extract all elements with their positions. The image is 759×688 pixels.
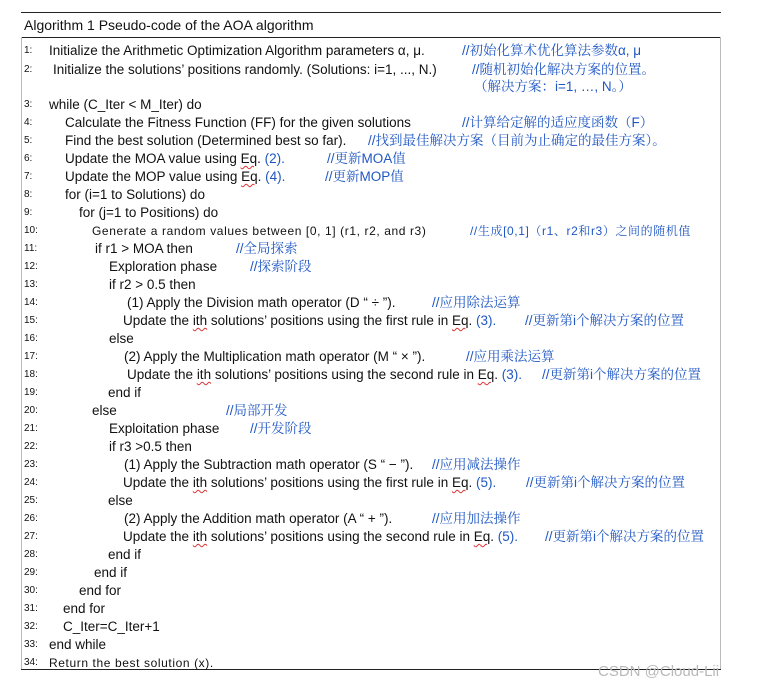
- algorithm-line: [0, 420, 759, 438]
- line-number: 34:: [24, 657, 38, 668]
- line-number: 24:: [24, 477, 38, 488]
- line-code: Update the ith solutions’ positions using the first rule in Eq. (3).: [123, 313, 497, 328]
- line-number: 6:: [24, 153, 33, 164]
- algorithm-line: [0, 474, 759, 492]
- line-number: 2:: [24, 64, 33, 75]
- algorithm-line: [0, 528, 759, 546]
- line-number: 5:: [24, 135, 33, 146]
- line-code: Exploitation phase: [109, 421, 220, 436]
- watermark: CSDN @Cloud-Lii: [598, 663, 720, 680]
- line-comment: //找到最佳解决方案（目前为止确定的最佳方案）。: [368, 133, 666, 148]
- line-comment: //初始化算术优化算法参数α, μ: [462, 43, 642, 58]
- line-code: Update the MOA value using Eq. (2).: [65, 151, 285, 166]
- line-number: 25:: [24, 495, 38, 506]
- line-number: 20:: [24, 405, 38, 416]
- line-comment: //应用加法操作: [432, 511, 521, 526]
- algorithm-line: [0, 61, 759, 79]
- line-comment: //更新第i个解决方案的位置: [542, 367, 702, 382]
- line-code: Return the best solution (x).: [49, 656, 214, 670]
- algorithm-line: [0, 78, 759, 96]
- line-number: 17:: [24, 351, 38, 362]
- line-comment: （解决方案：i=1, …, N。）: [474, 79, 632, 94]
- line-code: else: [108, 493, 133, 508]
- line-number: 27:: [24, 531, 38, 542]
- line-code: Initialize the solutions’ positions randomly. (Solutions: i=1, ..., N.): [53, 62, 437, 77]
- algorithm-line: [0, 582, 759, 600]
- algorithm-line: [0, 600, 759, 618]
- line-code: if r2 > 0.5 then: [109, 277, 196, 292]
- line-comment: //全局探索: [236, 241, 298, 256]
- line-code: Update the MOP value using Eq. (4).: [65, 169, 286, 184]
- line-code: (2) Apply the Multiplication math operator (M “ × ”).: [124, 349, 426, 364]
- algorithm-line: [0, 510, 759, 528]
- line-code: (1) Apply the Subtraction math operator (S “ − ”).: [124, 457, 414, 472]
- line-code: Initialize the Arithmetic Optimization Algorithm parameters α, μ.: [49, 43, 425, 58]
- algorithm-line: [0, 348, 759, 366]
- line-code: for (j=1 to Positions) do: [79, 205, 219, 220]
- line-code: while (C_Iter < M_Iter) do: [49, 97, 202, 112]
- line-comment: //更新MOA值: [327, 151, 406, 166]
- algorithm-line: [0, 258, 759, 276]
- algorithm-line: [0, 456, 759, 474]
- line-number: 29:: [24, 567, 38, 578]
- line-number: 26:: [24, 513, 38, 524]
- line-code: for (i=1 to Solutions) do: [65, 187, 205, 202]
- line-comment: //探索阶段: [250, 259, 312, 274]
- line-comment: //更新第i个解决方案的位置: [526, 475, 686, 490]
- line-code: else: [109, 331, 134, 346]
- line-number: 14:: [24, 297, 38, 308]
- table-header-rule: [21, 37, 721, 38]
- line-comment: //应用减法操作: [432, 457, 521, 472]
- line-number: 13:: [24, 279, 38, 290]
- algorithm-line: [0, 402, 759, 420]
- line-comment: //应用乘法运算: [466, 349, 555, 364]
- line-number: 1:: [24, 45, 33, 56]
- line-number: 7:: [24, 171, 33, 182]
- line-code: end while: [49, 637, 107, 652]
- algorithm-line: [0, 618, 759, 636]
- line-number: 11:: [24, 243, 38, 254]
- line-code: end if: [94, 565, 128, 580]
- line-comment: //生成[0,1]（r1、r2和r3）之间的随机值: [470, 224, 692, 238]
- algorithm-line: [0, 276, 759, 294]
- line-code: if r1 > MOA then: [95, 241, 193, 256]
- line-code: Update the ith solutions’ positions using the second rule in Eq. (5).: [123, 529, 519, 544]
- line-comment: //更新第i个解决方案的位置: [545, 529, 705, 544]
- algorithm-line: [0, 132, 759, 150]
- line-code: if r3 >0.5 then: [109, 439, 192, 454]
- line-comment: //更新第i个解决方案的位置: [525, 313, 685, 328]
- line-number: 30:: [24, 585, 38, 596]
- line-code: end if: [108, 385, 142, 400]
- line-code: Calculate the Fitness Function (FF) for the given solutions: [65, 115, 411, 130]
- line-number: 3:: [24, 99, 33, 110]
- line-number: 31:: [24, 603, 38, 614]
- algorithm-line: [0, 438, 759, 456]
- algorithm-line: [0, 330, 759, 348]
- line-code: Generate a random values between [0, 1] (r1, r2, and r3): [92, 224, 427, 238]
- line-number: 19:: [24, 387, 38, 398]
- algorithm-line: [0, 240, 759, 258]
- algorithm-line: [0, 222, 759, 240]
- line-number: 8:: [24, 189, 33, 200]
- line-comment: //随机初始化解决方案的位置。: [472, 62, 656, 77]
- table-top-rule: [21, 12, 721, 13]
- algorithm-title: Algorithm 1 Pseudo-code of the AOA algorithm: [24, 17, 314, 33]
- line-code: Exploration phase: [109, 259, 218, 274]
- line-number: 28:: [24, 549, 38, 560]
- line-number: 32:: [24, 621, 38, 632]
- line-number: 33:: [24, 639, 38, 650]
- line-code: Find the best solution (Determined best so far).: [65, 133, 347, 148]
- line-number: 22:: [24, 441, 38, 452]
- line-number: 15:: [24, 315, 38, 326]
- line-number: 16:: [24, 333, 38, 344]
- line-comment: //应用除法运算: [432, 295, 521, 310]
- line-comment: //计算给定解的适应度函数（F）: [462, 115, 654, 130]
- line-code: (1) Apply the Division math operator (D “ ÷ ”).: [127, 295, 396, 310]
- algorithm-line: [0, 636, 759, 654]
- line-code: C_Iter=C_Iter+1: [63, 619, 160, 634]
- algorithm-line: [0, 168, 759, 186]
- algorithm-line: [0, 96, 759, 114]
- line-number: 23:: [24, 459, 38, 470]
- line-number: 4:: [24, 117, 33, 128]
- line-comment: //局部开发: [226, 403, 288, 418]
- algorithm-line: [0, 546, 759, 564]
- line-code: else: [92, 403, 117, 418]
- line-number: 18:: [24, 369, 38, 380]
- algorithm-line: [0, 186, 759, 204]
- algorithm-line: [0, 294, 759, 312]
- line-number: 21:: [24, 423, 38, 434]
- line-comment: //开发阶段: [250, 421, 312, 436]
- algorithm-line: [0, 204, 759, 222]
- line-number: 9:: [24, 207, 33, 218]
- algorithm-line: [0, 42, 759, 60]
- line-code: Update the ith solutions’ positions using the second rule in Eq. (3).: [127, 367, 523, 382]
- algorithm-line: [0, 312, 759, 330]
- line-code: Update the ith solutions’ positions using the first rule in Eq. (5).: [123, 475, 497, 490]
- line-code: end if: [108, 547, 142, 562]
- algorithm-line: [0, 492, 759, 510]
- line-number: 10:: [24, 225, 38, 236]
- line-code: end for: [79, 583, 122, 598]
- algorithm-line: [0, 366, 759, 384]
- line-code: (2) Apply the Addition math operator (A “ + ”).: [124, 511, 393, 526]
- line-number: 12:: [24, 261, 38, 272]
- line-code: end for: [63, 601, 106, 616]
- algorithm-line: [0, 150, 759, 168]
- algorithm-line: [0, 384, 759, 402]
- algorithm-line: [0, 114, 759, 132]
- line-comment: //更新MOP值: [325, 169, 404, 184]
- algorithm-line: [0, 564, 759, 582]
